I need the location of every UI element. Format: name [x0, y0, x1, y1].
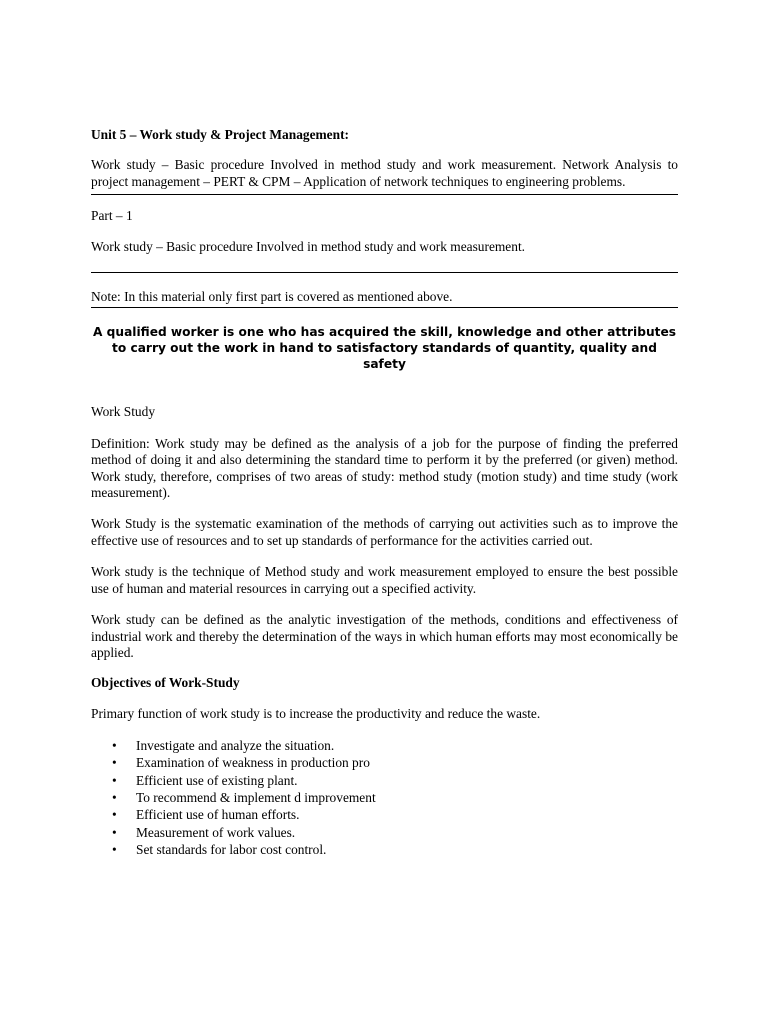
part-label: Part – 1 [91, 208, 133, 224]
analytic-paragraph: Work study can be defined as the analytic investigation of the methods, conditions and effectiveness of industrial work and thereby the determination of the ways in which human efforts may most economically be applied. [91, 612, 678, 660]
primary-function-text: Primary function of work study is to increase the productivity and reduce the waste. [91, 705, 541, 721]
list-item-text: To recommend & implement d improvement [136, 790, 376, 806]
work-study-heading: Work Study [91, 404, 156, 420]
list-item-text: Efficient use of human efforts. [136, 807, 300, 823]
list-item [112, 824, 678, 841]
bullet-icon: • [112, 790, 117, 806]
syllabus-text: Work study – Basic procedure Involved in method study and work measurement. Network Analysis to project management – PERT & CPM – Application of network techniques to engineering problems. [91, 157, 678, 189]
list-item [112, 841, 678, 858]
list-item [112, 754, 678, 771]
definition-paragraph: Definition: Work study may be defined as the analysis of a job for the purpose of finding the preferred method of doing it and also determining the standard time to perform it by the preferred (or given) method. Work study, therefore, comprises of two areas of study: method study (motion study) and time study (work measurement). [91, 435, 678, 501]
divider-line [91, 272, 678, 273]
list-item [112, 789, 678, 806]
list-item [112, 737, 678, 754]
divider-line [91, 307, 678, 308]
divider-line [91, 194, 678, 195]
bullet-icon: • [112, 755, 117, 771]
list-item-text: Investigate and analyze the situation. [136, 738, 335, 754]
document-page [91, 127, 678, 858]
bullet-icon: • [112, 807, 117, 823]
part-description: Work study – Basic procedure Involved in method study and work measurement. [91, 238, 526, 254]
list-item [112, 772, 678, 789]
list-item-text: Set standards for labor cost control. [136, 841, 327, 857]
unit-title: Unit 5 – Work study & Project Management: [91, 127, 349, 142]
systematic-paragraph: Work Study is the systematic examination of the methods of carrying out activities such as to improve the effective use of resources and to set up standards of performance for the activities carried out. [91, 516, 678, 548]
bullet-icon: • [112, 824, 117, 840]
list-item-text: Examination of weakness in production pro [136, 755, 370, 771]
objectives-list [91, 737, 678, 858]
list-item-text: Efficient use of existing plant. [136, 772, 298, 788]
technique-paragraph: Work study is the technique of Method study and work measurement employed to ensure the best possible use of human and material resources in carrying out a specified activity. [91, 564, 678, 596]
objectives-heading: Objectives of Work-Study [91, 675, 240, 691]
list-item-text: Measurement of work values. [136, 824, 296, 840]
coverage-note: Note: In this material only first part is covered as mentioned above. [91, 289, 453, 305]
bullet-icon: • [112, 738, 117, 754]
bullet-icon: • [112, 841, 117, 857]
qualified-worker-quote: A qualified worker is one who has acquired the skill, knowledge and other attributes to carry out the work in hand to satisfactory standards of quantity, quality and safety [93, 325, 676, 372]
bullet-icon: • [112, 772, 117, 788]
list-item [112, 806, 678, 823]
